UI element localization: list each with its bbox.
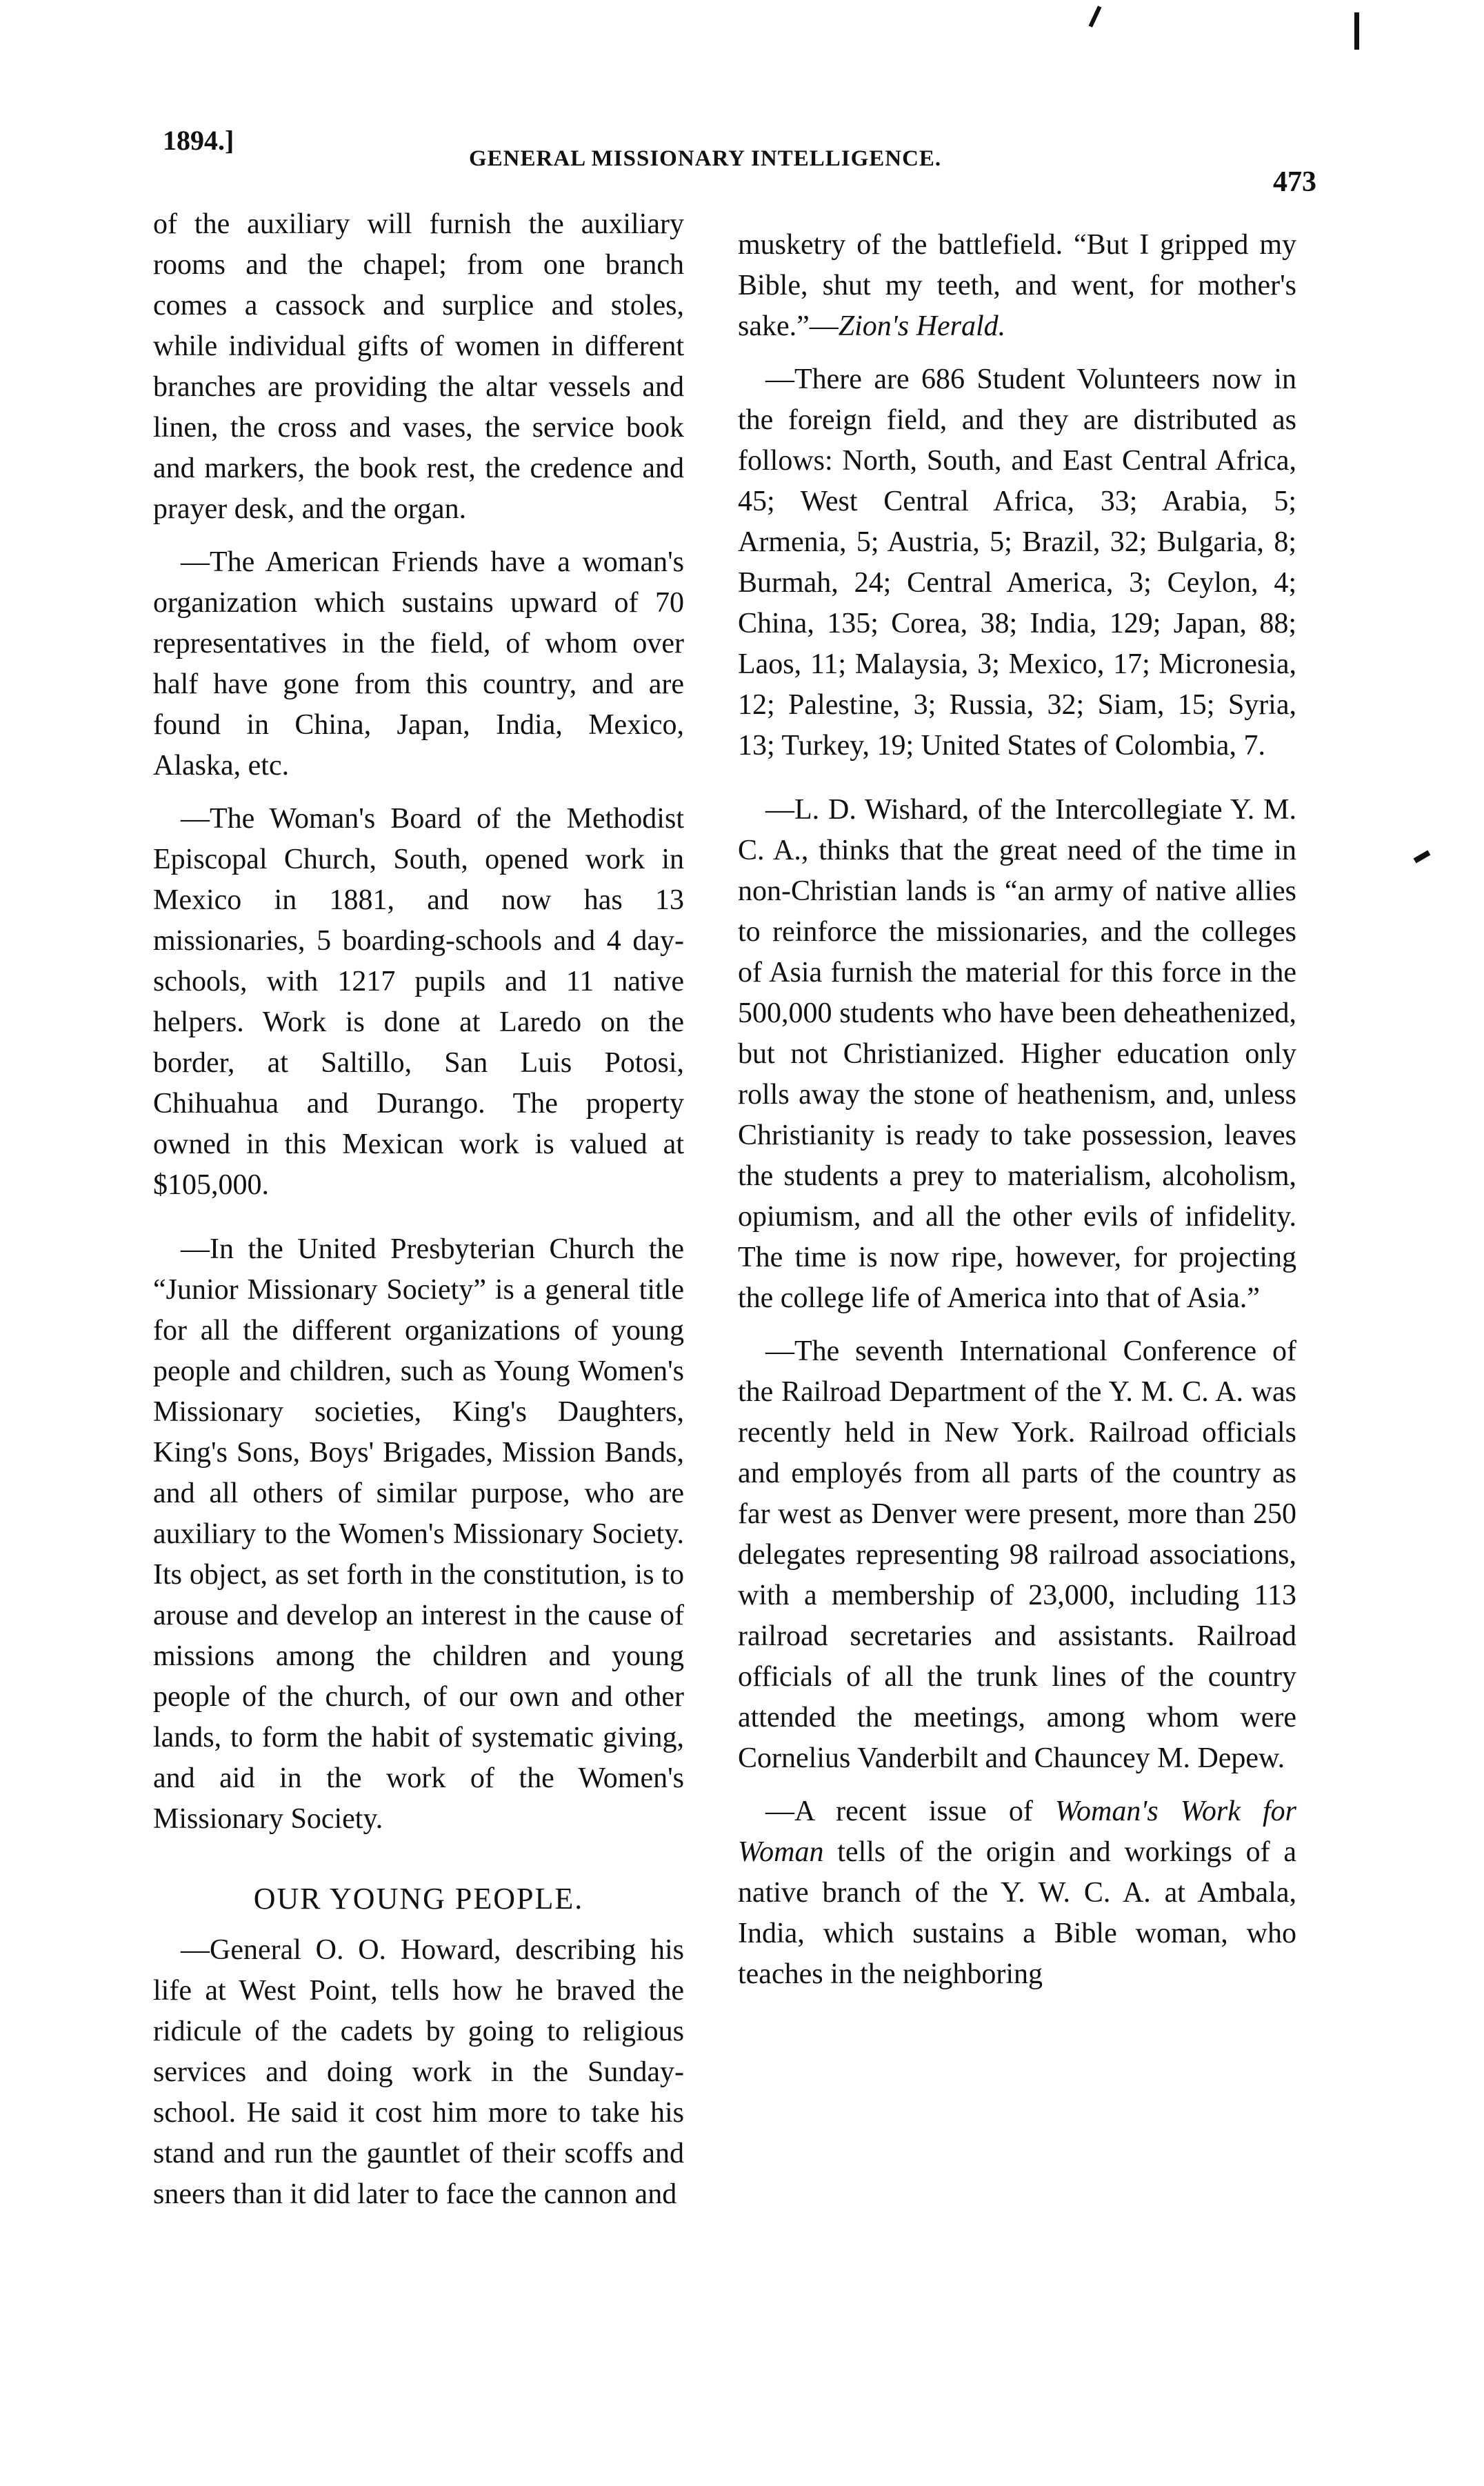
paragraph-ambala-branch <box>738 1791 1296 1995</box>
section-heading: OUR YOUNG PEOPLE. <box>253 1882 584 1916</box>
magazine-title: Woman's Work for Woman <box>738 1796 1296 1868</box>
scan-mark <box>1354 12 1359 50</box>
paragraph-united-presbyterian: —In the United Presbyterian Church the “Junior Missionary Society” is a general title for all the different organizations of young people and children, such as Young Women's Missionary societies, King's Daughters, King's Sons, Boys' Brigades, Mission Bands, and all others of similar purpose, who are auxiliary to the Women's Missionary Society. Its object, as set forth in the constitution, is to arouse and develop an interest in the cause of missions among the children and young people of the church, of our own and other lands, to form the habit of systematic giving, and aid in the work of the Women's Missionary Society. <box>153 1233 684 1835</box>
left-column <box>153 204 684 2227</box>
paragraph-railroad-conference: —The seventh International Conference of the Railroad Department of the Y. M. C. A. was recently held in New York. Railroad officials and employés from all parts of the country as far west as Denver were present, more than 250 delegates representing 98 railroad associations, with a membership of 23,000, including 113 railroad secretaries and assistants. Railroad officials of all the trunk lines of the country attended the meetings, among whom were Cornelius Vanderbilt and Chauncey M. Depew. <box>738 1335 1296 1774</box>
margin-tick <box>1414 851 1431 864</box>
musketry-text: musketry of the battlefield. “But I gripped my Bible, shut my teeth, and went, for mother's sake.”— <box>738 229 1296 342</box>
paragraph-student-volunteers: —There are 686 Student Volunteers now in the foreign field, and they are distributed as follows: North, South, and East Central Africa, 45; West Central Africa, 33; Arabia, 5; Armenia, 5; Austria, 5; Brazil, 32; Bulgaria, 8; Burmah, 24; Central America, 3; Ceylon, 4; China, 135; Corea, 38; India, 129; Japan, 88; Laos, 11; Malaysia, 3; Mexico, 17; Micronesia, 12; Palestine, 3; Russia, 32; Siam, 15; Syria, 13; Turkey, 19; United States of Colombia, 7. <box>738 364 1296 762</box>
year-label: 1894.] <box>163 125 234 156</box>
source-citation: Zion's Herald. <box>838 310 1006 342</box>
running-head: GENERAL MISSIONARY INTELLIGENCE. <box>469 146 942 171</box>
right-column <box>738 225 1296 2007</box>
paragraph-methodist-board: —The Woman's Board of the Methodist Episcopal Church, South, opened work in Mexico in 1881, and now has 13 missionaries, 5 boarding-schools and 4 day-schools, with 1217 pupils and 11 native helpers. Work is done at Laredo on the border, at Saltillo, San Luis Potosi, Chihuahua and Durango. The property owned in this Mexican work is valued at $105,000. <box>153 803 684 1201</box>
paragraph-auxiliary-rooms: of the auxiliary will furnish the auxiliary rooms and the chapel; from one branch comes a cassock and surplice and stoles, while individual gifts of women in different branches are providing the altar vessels and linen, the cross and vases, the service book and markers, the book rest, the credence and prayer desk, and the organ. <box>153 208 684 525</box>
page-number: 473 <box>1273 166 1316 198</box>
paragraph-general-howard: —General O. O. Howard, describing his life at West Point, tells how he braved the ridicule of the cadets by going to religious services and doing work in the Sunday-school. He said it cost him more to take his stand and run the gauntlet of their scoffs and sneers than it did later to face the cannon and <box>153 1934 684 2210</box>
ambala-lead: —A recent issue of <box>765 1796 1055 1827</box>
paragraph-american-friends: —The American Friends have a woman's organization which sustains upward of 70 representatives in the field, of whom over half have gone from this country, and are found in China, Japan, India, Mexico, Alaska, etc. <box>153 546 684 782</box>
paragraph-wishard: —L. D. Wishard, of the Intercollegiate Y. M. C. A., thinks that the great need of the time in non-Christian lands is “an army of native allies to reinforce the missionaries, and the colleges of Asia furnish the material for this force in the 500,000 students who have been deheathenized, but not Christianized. Higher education only rolls away the stone of heathenism, and, unless Christianity is ready to take possession, leaves the students a prey to materialism, alcoholism, opiumism, and all the other evils of infidelity. The time is now ripe, however, for projecting the college life of America into that of Asia.” <box>738 794 1296 1314</box>
ambala-rest: tells of the origin and workings of a native branch of the Y. W. C. A. at Ambala, India, which sustains a Bible woman, who teaches in the neighboring <box>738 1836 1296 1990</box>
paragraph-musketry <box>738 225 1296 347</box>
scan-mark <box>1089 6 1102 28</box>
